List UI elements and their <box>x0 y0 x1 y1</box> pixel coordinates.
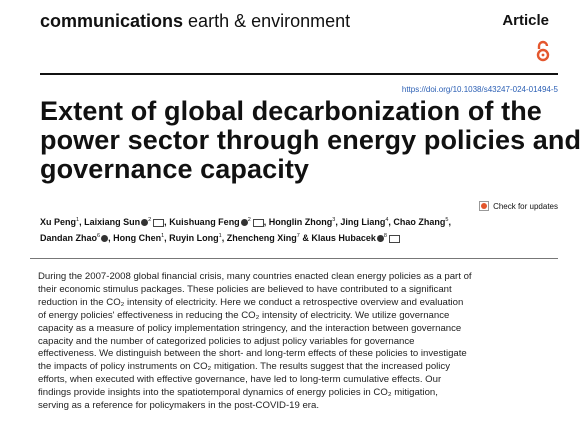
check-updates-label: Check for updates <box>493 201 558 211</box>
abstract-line: efforts, when executed with effective governance, have led to long-term cumulative effects. Our <box>38 374 442 386</box>
title-line: power sector through energy policies and <box>40 125 582 155</box>
abstract-line: reduction in the CO₂ intensity of electricity. Here we conduct a retrospective overview and evaluation <box>38 296 464 308</box>
author-name[interactable]: Zhencheng Xing <box>226 233 297 243</box>
author-list <box>40 213 550 245</box>
abstract <box>38 271 558 413</box>
author-affiliation: 3 <box>332 217 336 223</box>
abstract-line: the impacts of policy instruments on CO₂ mitigation. The results suggest that the increased policy <box>38 361 451 373</box>
author-affiliation: 2 <box>148 217 152 223</box>
author-affiliation: 6 <box>97 233 101 239</box>
author-name[interactable]: Ruyin Long <box>169 233 219 243</box>
author-affiliation: 8 <box>383 233 387 239</box>
author-line: Dandan Zhao$^6$ , Hong Chen$^1$, Ruyin Long$^1$, Zhencheng Xing$^7$ & Klaus Hubacek $^8$ <box>40 229 550 245</box>
abstract-line: of energy policies' effectiveness in reducing the CO₂ intensity of electricity. We utilize governance <box>38 309 450 321</box>
journal-name <box>40 10 350 32</box>
doi-link[interactable]: https://doi.org/10.1038/s43247-024-01494-5 <box>401 85 558 94</box>
open-access-icon <box>534 40 552 62</box>
author-affiliation: 7 <box>296 233 300 239</box>
author-name[interactable]: Jing Liang <box>340 217 386 227</box>
orcid-icon[interactable] <box>377 235 384 242</box>
check-updates-icon <box>479 201 489 211</box>
abstract-line: their economic stimulus packages. These policies are believed to have contributed to a significant <box>38 283 452 295</box>
article-type-label: Article <box>502 12 549 29</box>
email-icon[interactable] <box>253 219 264 227</box>
author-affiliation: 1 <box>76 217 80 223</box>
author-name[interactable]: Dandan Zhao <box>40 233 98 243</box>
article-title <box>40 96 582 184</box>
author-name[interactable]: Honglin Zhong <box>268 217 333 227</box>
journal-name-rest: earth & environment <box>188 11 351 31</box>
author-name[interactable]: Hong Chen <box>113 233 162 243</box>
author-name[interactable]: Kuishuang Feng <box>169 217 240 227</box>
abstract-line: During the 2007-2008 global financial crisis, many countries enacted clean energy policies as a part of <box>38 271 472 282</box>
abstract-line: serving as a reference for policymakers in the post-COVID-19 era. <box>38 400 320 412</box>
author-name[interactable]: Klaus Hubacek <box>311 233 376 243</box>
check-for-updates-button[interactable] <box>479 201 558 211</box>
author-name[interactable]: Xu Peng <box>40 217 77 227</box>
email-icon[interactable] <box>389 235 400 243</box>
author-affiliation: 1 <box>161 233 165 239</box>
abstract-line: capacity as a measure of policy implementation stringency, and the interaction between governance <box>38 322 462 334</box>
abstract-line: capacity and the number of categorized policies to adjust policy variables for governance <box>38 335 415 347</box>
author-affiliation: 1 <box>218 233 222 239</box>
title-line: governance capacity <box>40 154 310 184</box>
author-affiliation: 2 <box>247 217 251 223</box>
author-affiliation: 5 <box>445 217 449 223</box>
abstract-divider <box>30 258 558 259</box>
abstract-line: effectiveness. We distinguish between the short- and long-term effects of these policies to investigate <box>38 348 467 360</box>
author-name[interactable]: Laixiang Sun <box>84 217 141 227</box>
author-name[interactable]: Chao Zhang <box>393 217 446 227</box>
email-icon[interactable] <box>153 219 164 227</box>
orcid-icon[interactable] <box>241 219 248 226</box>
journal-name-bold: communications <box>40 11 184 31</box>
author-line: Xu Peng$^1$, Laixiang Sun $^2$ , Kuishuang Feng $^2$ , Honglin Zhong$^3$, Jing Liang$^4$, Chao Zhang$^5$, <box>40 217 451 227</box>
orcid-icon[interactable] <box>101 235 108 242</box>
author-affiliation: 4 <box>385 217 389 223</box>
abstract-line: findings provide insights into the spatiotemporal dynamics of energy policies in CO₂ mitigation, <box>38 387 438 399</box>
header-divider <box>40 73 558 75</box>
title-line: Extent of global decarbonization of the <box>40 96 542 126</box>
